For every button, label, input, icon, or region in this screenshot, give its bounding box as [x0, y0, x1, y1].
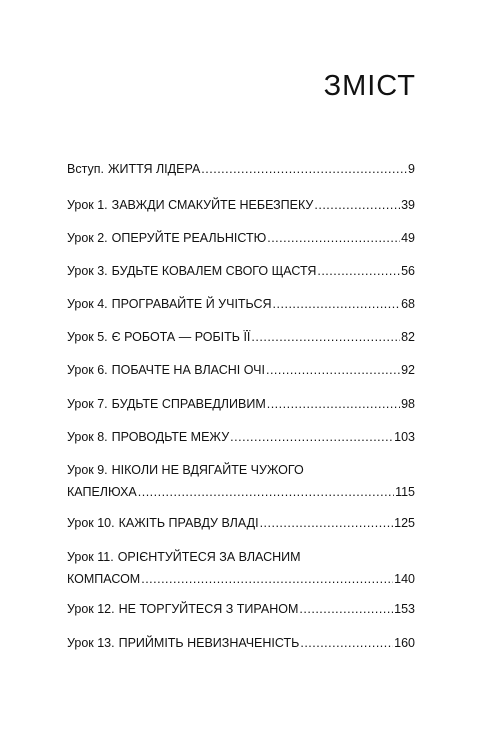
- entry-title: НЕ ТОРГУЙТЕСЯ З ТИРАНОМ: [118, 602, 299, 616]
- entry-label: Урок 2.: [67, 231, 108, 245]
- entry-label: Урок 12.: [67, 602, 115, 616]
- entry-title: Є РОБОТА — РОБІТЬ ЇЇ: [111, 330, 251, 344]
- entry-label: Урок 9.: [67, 463, 108, 477]
- dot-leader: [138, 483, 394, 501]
- toc-entry-3: [67, 262, 415, 280]
- entry-label: Вступ.: [67, 162, 104, 176]
- dot-leader: [273, 295, 401, 313]
- toc-entry-5: [67, 328, 415, 346]
- toc-entry-11: [67, 548, 415, 588]
- toc-entry-13: [67, 634, 415, 652]
- entry-page: 39: [401, 198, 415, 212]
- entry-label: Урок 10.: [67, 516, 115, 530]
- entry-page: 9: [408, 162, 415, 176]
- dot-leader: [251, 328, 400, 346]
- dot-leader: [266, 361, 400, 379]
- entry-page: 82: [401, 330, 415, 344]
- entry-title-continued: КОМПАСОМ: [67, 572, 141, 586]
- entry-label: Урок 1.: [67, 198, 108, 212]
- entry-title: НІКОЛИ НЕ ВДЯГАЙТЕ ЧУЖОГО: [111, 463, 304, 477]
- entry-title: БУДЬТЕ СПРАВЕДЛИВИМ: [111, 397, 266, 411]
- dot-leader: [267, 229, 400, 247]
- toc-entry-10: [67, 514, 415, 532]
- entry-title: ОПЕРУЙТЕ РЕАЛЬНІСТЮ: [111, 231, 267, 245]
- entry-page: 49: [401, 231, 415, 245]
- entry-label: Урок 7.: [67, 397, 108, 411]
- entry-title-continued: КАПЕЛЮХА: [67, 485, 137, 499]
- entry-page: 140: [394, 572, 415, 586]
- entry-label: Урок 6.: [67, 363, 108, 377]
- toc-entry-8: [67, 428, 415, 446]
- entry-page: 160: [394, 636, 415, 650]
- entry-label: Урок 13.: [67, 636, 115, 650]
- toc-entry-4: [67, 295, 415, 313]
- dot-leader: [230, 428, 393, 446]
- toc-entry-7: [67, 395, 415, 413]
- entry-title: ЗАВЖДИ СМАКУЙТЕ НЕБЕЗПЕКУ: [111, 198, 314, 212]
- entry-title: БУДЬТЕ КОВАЛЕМ СВОГО ЩАСТЯ: [111, 264, 317, 278]
- entry-page: 125: [394, 516, 415, 530]
- entry-label: Урок 3.: [67, 264, 108, 278]
- entry-label: Урок 4.: [67, 297, 108, 311]
- dot-leader: [299, 600, 393, 618]
- entry-page: 68: [401, 297, 415, 311]
- entry-label: Урок 5.: [67, 330, 108, 344]
- toc-entry-2: [67, 229, 415, 247]
- dot-leader: [267, 395, 400, 413]
- entry-label: Урок 8.: [67, 430, 108, 444]
- entry-title: ПРОГРАВАЙТЕ Й УЧІТЬСЯ: [111, 297, 272, 311]
- entry-page: 153: [394, 602, 415, 616]
- entry-title: ЖИТТЯ ЛІДЕРА: [107, 162, 201, 176]
- dot-leader: [141, 570, 393, 588]
- toc-entry-12: [67, 600, 415, 618]
- toc-entry-intro: [67, 160, 415, 178]
- dot-leader: [317, 262, 400, 280]
- entry-title: ОРІЄНТУЙТЕСЯ ЗА ВЛАСНИМ: [117, 550, 301, 564]
- dot-leader: [201, 160, 407, 178]
- entry-page: 56: [401, 264, 415, 278]
- dot-leader: [314, 196, 400, 214]
- entry-title: ПОБАЧТЕ НА ВЛАСНІ ОЧІ: [111, 363, 265, 377]
- toc-entry-6: [67, 361, 415, 379]
- entry-page: 103: [394, 430, 415, 444]
- entry-label: Урок 11.: [67, 550, 114, 564]
- toc-entry-1: [67, 196, 415, 214]
- entry-page: 92: [401, 363, 415, 377]
- entry-title: ПРОВОДЬТЕ МЕЖУ: [111, 430, 230, 444]
- toc-entry-9: [67, 461, 415, 501]
- entry-page: 115: [395, 485, 415, 499]
- page-title: ЗМІСТ: [323, 70, 416, 102]
- dot-leader: [300, 634, 393, 652]
- entry-title: КАЖІТЬ ПРАВДУ ВЛАДІ: [118, 516, 259, 530]
- dot-leader: [260, 514, 394, 532]
- entry-page: 98: [401, 397, 415, 411]
- entry-title: ПРИЙМІТЬ НЕВИЗНАЧЕНІСТЬ: [118, 636, 300, 650]
